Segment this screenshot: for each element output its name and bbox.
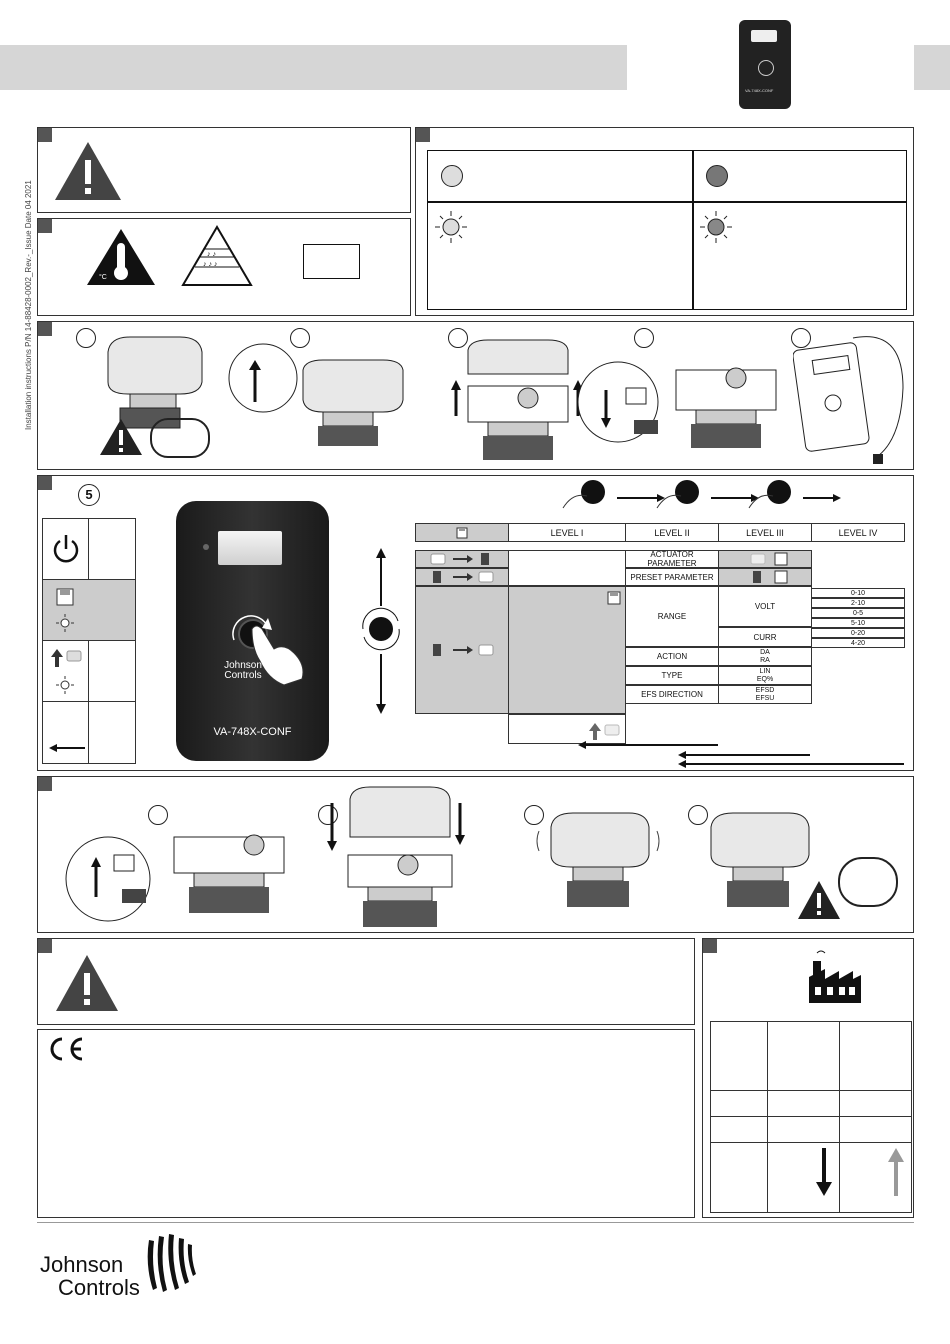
thumbnail-label: VA-748X-CONF <box>745 88 774 93</box>
configuration-panel <box>37 475 914 771</box>
brand-logo-line1: Johnson <box>40 1252 124 1277</box>
back-arrow-icon <box>49 743 85 753</box>
ce-panel <box>37 1029 695 1218</box>
preset-param-icons <box>718 568 812 586</box>
configurator-device-illustration <box>793 328 908 468</box>
environment-panel <box>37 218 411 316</box>
device-display <box>218 531 282 565</box>
save-icon <box>607 591 621 605</box>
action-options <box>718 647 812 666</box>
download-params-icon <box>427 552 497 566</box>
header-bar <box>0 45 627 90</box>
efs-efsu: EFSU <box>755 694 775 702</box>
curr-range-1: 0-20 <box>811 628 905 638</box>
led-panel <box>415 127 914 316</box>
curr-cell: CURR <box>718 627 812 647</box>
cover-removal-illustration <box>448 336 588 466</box>
warning-icon <box>98 417 144 457</box>
down-arrow-icon <box>815 1148 833 1196</box>
type-options <box>718 666 812 685</box>
brand-logo-line2: Controls <box>58 1275 140 1300</box>
led-blink-dark-icon <box>698 209 734 245</box>
press-sequence-icon <box>553 478 843 518</box>
rating-box <box>303 244 360 279</box>
device-status-led <box>203 544 209 550</box>
configurator-device <box>176 501 329 761</box>
legend-column <box>42 518 136 764</box>
curr-range-2: 4-20 <box>811 638 905 648</box>
actuator-parameter-cell: ACTUATOR PARAMETER <box>625 550 719 568</box>
level-header-2: LEVEL II <box>625 523 719 542</box>
footer-divider <box>37 1222 914 1223</box>
efs-efsd: EFSD <box>755 686 775 694</box>
volt-range-1: 0-10 <box>811 588 905 598</box>
action-cell: ACTION <box>625 647 719 666</box>
connector-plug-illustration <box>576 340 786 460</box>
preset-save-icon <box>735 570 795 584</box>
edit-params-icon <box>427 643 497 657</box>
device-brand <box>218 661 268 681</box>
ce-mark-icon <box>46 1036 86 1062</box>
volt-cell: VOLT <box>718 586 812 627</box>
level1-block-top <box>508 550 626 586</box>
action-ra: RA <box>760 656 770 664</box>
device-label: VA-748X-CONF <box>213 726 292 738</box>
side-text: Installation instructions P/N 14-88428-0002_Rev.-_Issue Date 04 2021 <box>24 180 33 430</box>
upload-row <box>415 568 509 586</box>
reassembly-panel <box>37 776 914 933</box>
device-thumbnail <box>739 20 791 109</box>
led-icon <box>55 613 75 633</box>
save-icon <box>55 587 75 607</box>
factory-icon <box>805 949 865 1005</box>
bottom-warning-panel <box>37 938 695 1025</box>
reconnect-illustration <box>64 817 294 929</box>
up-arrow-icon <box>887 1148 905 1196</box>
upload-params-icon <box>427 570 497 584</box>
step-number: 5 <box>78 484 100 506</box>
led-blink-icon <box>55 675 75 695</box>
led-off-icon <box>441 165 463 187</box>
level-header-3: LEVEL III <box>718 523 812 542</box>
header-bar-right <box>914 45 950 90</box>
upload-actuator-icon <box>49 647 85 669</box>
device-brand-line1: Johnson <box>224 660 262 671</box>
action-da: DA <box>760 648 770 656</box>
volt-range-3: 0-5 <box>811 608 905 618</box>
level-header-save <box>415 523 509 542</box>
upload-actuator-icon <box>587 721 623 741</box>
actuator-cover-release-illustration <box>223 340 423 460</box>
install-steps-panel <box>37 321 914 470</box>
back-arrows <box>578 740 908 770</box>
svg-text:♪ ♪ ♪: ♪ ♪ ♪ <box>203 261 218 268</box>
factory-panel <box>702 938 914 1218</box>
warning-icon <box>796 879 842 921</box>
led-on-icon <box>706 165 728 187</box>
brand-logo <box>40 1253 140 1299</box>
unplug-icon <box>150 418 210 458</box>
device-brand-line2: Controls <box>224 670 262 681</box>
plug-in-icon <box>838 857 898 907</box>
warning-icon <box>54 953 120 1013</box>
svg-text:♪ ♪: ♪ ♪ <box>207 251 216 258</box>
led-blink-light-icon <box>433 209 469 245</box>
actuator-save-icon <box>735 552 795 566</box>
warning-panel <box>37 127 411 213</box>
type-lin: LIN <box>759 667 771 675</box>
rotate-navigation-icon <box>358 546 404 716</box>
volt-range-2: 2-10 <box>811 598 905 608</box>
actuator-vibrate-illustration <box>533 807 663 917</box>
save-icon <box>456 527 468 539</box>
factory-table <box>710 1021 912 1213</box>
brand-logo-mark <box>145 1230 197 1300</box>
level-header-4: LEVEL IV <box>811 523 905 542</box>
preset-parameter-cell: PRESET PARAMETER <box>625 568 719 586</box>
download-row <box>415 550 509 568</box>
humidity-icon <box>181 225 253 287</box>
level1-block-mid <box>508 586 626 714</box>
power-icon <box>51 533 81 565</box>
type-cell: TYPE <box>625 666 719 685</box>
level-header-1: LEVEL I <box>508 523 626 542</box>
volt-range-4: 5-10 <box>811 618 905 628</box>
edit-row <box>415 586 509 714</box>
efs-direction-cell: EFS DIRECTION <box>625 685 719 704</box>
temperature-icon <box>85 227 157 287</box>
actuator-param-icons <box>718 550 812 568</box>
range-cell: RANGE <box>625 586 719 647</box>
warning-icon <box>53 140 123 202</box>
cover-install-illustration <box>320 781 470 931</box>
svg-text:°C: °C <box>99 274 107 281</box>
type-eq: EQ% <box>756 675 774 683</box>
efs-options <box>718 685 812 704</box>
